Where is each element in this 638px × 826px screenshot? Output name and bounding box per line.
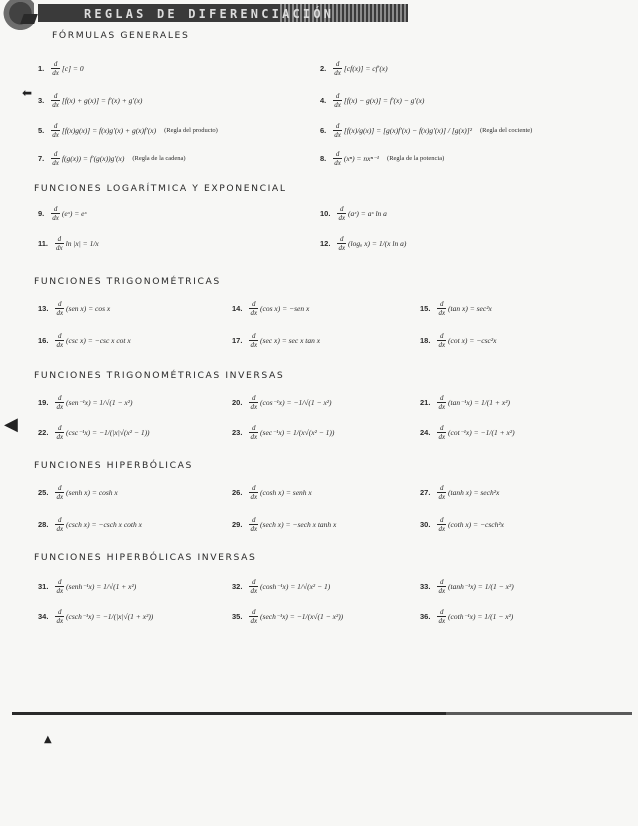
derivative-operator bbox=[249, 394, 258, 411]
derivative-numerator: d bbox=[251, 578, 256, 586]
formula-item bbox=[420, 424, 515, 441]
derivative-denominator: dx bbox=[52, 214, 59, 222]
formula-number: 23. bbox=[232, 428, 243, 437]
derivative-denominator: dx bbox=[56, 403, 64, 411]
derivative-numerator: d bbox=[251, 484, 256, 492]
formula-number: 4. bbox=[320, 96, 327, 105]
formula-item bbox=[232, 332, 320, 349]
formula-number: 6. bbox=[320, 126, 327, 135]
formula-number: 15. bbox=[420, 304, 431, 313]
derivative-numerator: d bbox=[57, 608, 62, 616]
formula-item bbox=[38, 205, 87, 222]
formula-expression: (sech x) = −sech x tanh x bbox=[260, 520, 337, 529]
formula-item bbox=[38, 150, 186, 167]
derivative-operator bbox=[55, 608, 64, 625]
derivative-operator bbox=[55, 300, 64, 317]
derivative-operator bbox=[437, 516, 446, 533]
derivative-numerator: d bbox=[335, 60, 340, 68]
margin-mark-bottom: ▲ bbox=[44, 734, 52, 745]
derivative-denominator: dx bbox=[338, 214, 346, 222]
formula-number: 27. bbox=[420, 488, 431, 497]
derivative-denominator: dx bbox=[250, 525, 258, 533]
derivative-operator bbox=[437, 300, 446, 317]
formula-number: 21. bbox=[420, 398, 431, 407]
derivative-numerator: d bbox=[339, 235, 344, 243]
derivative-operator bbox=[55, 424, 64, 441]
derivative-numerator: d bbox=[439, 300, 444, 308]
section-heading-trig: FUNCIONES TRIGONOMÉTRICAS bbox=[34, 276, 221, 287]
formula-number: 16. bbox=[38, 336, 49, 345]
derivative-denominator: dx bbox=[56, 244, 63, 252]
formula-number: 20. bbox=[232, 398, 243, 407]
formula-number: 36. bbox=[420, 612, 431, 621]
formula-expression: (xⁿ) = nxⁿ⁻¹ bbox=[343, 154, 380, 163]
formula-item bbox=[320, 60, 388, 77]
formula-number: 9. bbox=[38, 209, 45, 218]
derivative-denominator: dx bbox=[438, 617, 446, 625]
derivative-denominator: dx bbox=[250, 433, 258, 441]
derivative-operator bbox=[249, 578, 258, 595]
formula-expression: (tanh⁻¹x) = 1/(1 − x²) bbox=[448, 582, 514, 591]
derivative-numerator: d bbox=[439, 578, 444, 586]
formula-expression: (sec x) = sec x tan x bbox=[260, 336, 321, 345]
formula-expression: (coth⁻¹x) = 1/(1 − x²) bbox=[448, 612, 514, 621]
formula-item bbox=[420, 578, 514, 595]
formula-item bbox=[320, 205, 387, 222]
formula-expression: (eˣ) = eˣ bbox=[61, 209, 87, 218]
formula-expression: ln |x| = 1/x bbox=[65, 239, 99, 248]
formula-item bbox=[420, 516, 504, 533]
formula-item bbox=[232, 578, 330, 595]
derivative-numerator: d bbox=[57, 516, 62, 524]
formula-number: 7. bbox=[38, 154, 45, 163]
formula-expression: (csc⁻¹x) = −1/(|x|√(x² − 1)) bbox=[66, 428, 150, 437]
formula-item bbox=[38, 332, 131, 349]
formula-expression: (sen x) = cos x bbox=[66, 304, 111, 313]
derivative-numerator: d bbox=[439, 424, 444, 432]
formula-expression: (tan⁻¹x) = 1/(1 + x²) bbox=[448, 398, 510, 407]
derivative-denominator: dx bbox=[56, 525, 64, 533]
formula-number: 13. bbox=[38, 304, 49, 313]
formula-expression: f(g(x)) = f′(g(x))g′(x) bbox=[61, 154, 125, 163]
formula-expression: [f(x) + g(x)] = f′(x) + g′(x) bbox=[61, 96, 143, 105]
section-heading-general: FÓRMULAS GENERALES bbox=[52, 30, 190, 41]
derivative-denominator: dx bbox=[52, 101, 59, 109]
formula-expression: (csch⁻¹x) = −1/(|x|√(1 + x²)) bbox=[66, 612, 154, 621]
formula-item bbox=[420, 332, 496, 349]
formula-expression: [c] = 0 bbox=[61, 64, 84, 73]
derivative-numerator: d bbox=[251, 516, 256, 524]
formula-expression: (senh x) = cosh x bbox=[66, 488, 118, 497]
formula-number: 17. bbox=[232, 336, 243, 345]
derivative-denominator: dx bbox=[334, 101, 341, 109]
formula-item bbox=[320, 122, 532, 139]
formula-number: 24. bbox=[420, 428, 431, 437]
derivative-denominator: dx bbox=[250, 403, 258, 411]
formula-number: 2. bbox=[320, 64, 327, 73]
formula-item bbox=[38, 235, 99, 252]
formula-number: 31. bbox=[38, 582, 49, 591]
derivative-denominator: dx bbox=[338, 244, 346, 252]
formula-item bbox=[420, 608, 513, 625]
formula-item bbox=[38, 60, 84, 77]
section-heading-logexp: FUNCIONES LOGARÍTMICA Y EXPONENCIAL bbox=[34, 183, 287, 194]
formula-number: 19. bbox=[38, 398, 49, 407]
derivative-operator bbox=[51, 205, 60, 222]
formula-expression: (sec⁻¹x) = 1/(x√(x² − 1)) bbox=[260, 428, 335, 437]
derivative-operator bbox=[249, 424, 258, 441]
formula-item bbox=[232, 394, 332, 411]
derivative-denominator: dx bbox=[250, 617, 258, 625]
derivative-numerator: d bbox=[57, 235, 62, 243]
corner-ink-mark-2 bbox=[20, 14, 38, 24]
formula-item bbox=[38, 484, 118, 501]
formula-expression: (cos⁻¹x) = −1/√(1 − x²) bbox=[260, 398, 332, 407]
formula-expression: (cot x) = −csc²x bbox=[448, 336, 497, 345]
formula-number: 14. bbox=[232, 304, 243, 313]
derivative-numerator: d bbox=[57, 394, 62, 402]
formula-expression: (logₐ x) = 1/(x ln a) bbox=[348, 239, 407, 248]
formula-item bbox=[38, 300, 110, 317]
derivative-numerator: d bbox=[439, 332, 444, 340]
formula-expression: (cot⁻¹x) = −1/(1 + x²) bbox=[448, 428, 515, 437]
formula-item bbox=[232, 424, 334, 441]
derivative-operator bbox=[333, 92, 342, 109]
formula-item bbox=[38, 608, 153, 625]
derivative-operator bbox=[437, 332, 446, 349]
bottom-divider bbox=[12, 712, 632, 715]
formula-item bbox=[420, 484, 499, 501]
formula-number: 33. bbox=[420, 582, 431, 591]
derivative-numerator: d bbox=[53, 60, 58, 68]
derivative-denominator: dx bbox=[56, 617, 64, 625]
formula-item bbox=[232, 608, 343, 625]
formula-number: 8. bbox=[320, 154, 327, 163]
derivative-operator bbox=[333, 150, 342, 167]
formula-item bbox=[38, 578, 136, 595]
derivative-denominator: dx bbox=[438, 309, 446, 317]
derivative-denominator: dx bbox=[56, 433, 64, 441]
derivative-operator bbox=[337, 205, 346, 222]
derivative-operator bbox=[249, 516, 258, 533]
derivative-operator bbox=[437, 424, 446, 441]
formula-expression: (sech⁻¹x) = −1/(x√(1 − x²)) bbox=[260, 612, 344, 621]
derivative-operator bbox=[249, 332, 258, 349]
page-title: REGLAS DE DIFERENCIACIÓN bbox=[84, 7, 335, 21]
formula-expression: (csc x) = −csc x cot x bbox=[66, 336, 131, 345]
formula-number: 10. bbox=[320, 209, 331, 218]
derivative-denominator: dx bbox=[250, 341, 258, 349]
formula-number: 5. bbox=[38, 126, 45, 135]
derivative-numerator: d bbox=[57, 424, 62, 432]
formula-number: 25. bbox=[38, 488, 49, 497]
formula-expression: [f(x)g(x)] = f(x)g′(x) + g(x)f′(x) bbox=[61, 126, 157, 135]
derivative-operator bbox=[55, 516, 64, 533]
derivative-operator bbox=[437, 578, 446, 595]
formula-item bbox=[38, 92, 142, 109]
derivative-denominator: dx bbox=[438, 587, 446, 595]
formula-number: 22. bbox=[38, 428, 49, 437]
derivative-operator bbox=[249, 608, 258, 625]
title-banner bbox=[38, 4, 408, 22]
formula-number: 11. bbox=[38, 239, 49, 248]
formula-expression: (senh⁻¹x) = 1/√(1 + x²) bbox=[66, 582, 137, 591]
derivative-numerator: d bbox=[53, 122, 58, 130]
derivative-numerator: d bbox=[339, 205, 344, 213]
formula-number: 29. bbox=[232, 520, 243, 529]
formula-note: (Regla del producto) bbox=[164, 127, 218, 134]
formula-item bbox=[38, 516, 142, 533]
formula-note: (Regla de la cadena) bbox=[132, 155, 186, 162]
derivative-numerator: d bbox=[251, 424, 256, 432]
derivative-operator bbox=[337, 235, 346, 252]
derivative-denominator: dx bbox=[438, 525, 446, 533]
section-heading-invtrig: FUNCIONES TRIGONOMÉTRICAS INVERSAS bbox=[34, 370, 285, 381]
formula-item bbox=[38, 424, 150, 441]
formula-expression: (csch x) = −csch x coth x bbox=[66, 520, 142, 529]
section-heading-invhyp: FUNCIONES HIPERBÓLICAS INVERSAS bbox=[34, 552, 257, 563]
derivative-operator bbox=[333, 122, 342, 139]
formula-expression: (cos x) = −sen x bbox=[260, 304, 310, 313]
derivative-denominator: dx bbox=[334, 131, 341, 139]
formula-number: 28. bbox=[38, 520, 49, 529]
derivative-numerator: d bbox=[53, 205, 58, 213]
formula-expression: (sen⁻¹x) = 1/√(1 − x²) bbox=[66, 398, 133, 407]
derivative-denominator: dx bbox=[250, 493, 258, 501]
formula-number: 12. bbox=[320, 239, 331, 248]
derivative-numerator: d bbox=[439, 484, 444, 492]
formula-expression: [f(x) − g(x)] = f′(x) − g′(x) bbox=[343, 96, 425, 105]
derivative-operator bbox=[55, 332, 64, 349]
derivative-operator bbox=[437, 608, 446, 625]
derivative-denominator: dx bbox=[52, 69, 59, 77]
derivative-numerator: d bbox=[335, 92, 340, 100]
derivative-numerator: d bbox=[57, 332, 62, 340]
formula-number: 26. bbox=[232, 488, 243, 497]
formula-expression: (tanh x) = sech²x bbox=[448, 488, 500, 497]
derivative-denominator: dx bbox=[334, 69, 341, 77]
derivative-numerator: d bbox=[439, 394, 444, 402]
formula-item bbox=[320, 235, 406, 252]
formula-expression: [cf(x)] = cf′(x) bbox=[343, 64, 388, 73]
derivative-operator bbox=[249, 300, 258, 317]
derivative-operator bbox=[333, 60, 342, 77]
derivative-numerator: d bbox=[53, 150, 58, 158]
derivative-denominator: dx bbox=[438, 341, 446, 349]
derivative-operator bbox=[51, 92, 60, 109]
derivative-operator bbox=[55, 484, 64, 501]
derivative-operator bbox=[51, 150, 60, 167]
derivative-denominator: dx bbox=[250, 309, 258, 317]
derivative-operator bbox=[55, 394, 64, 411]
derivative-numerator: d bbox=[57, 484, 62, 492]
formula-number: 18. bbox=[420, 336, 431, 345]
derivative-numerator: d bbox=[251, 332, 256, 340]
derivative-denominator: dx bbox=[52, 159, 59, 167]
formula-item bbox=[420, 394, 510, 411]
formula-expression: [f(x)/g(x)] = [g(x)f′(x) − f(x)g′(x)] / [g(x)]² bbox=[343, 126, 472, 135]
formula-expression: (tan x) = sec²x bbox=[448, 304, 492, 313]
formula-number: 35. bbox=[232, 612, 243, 621]
derivative-denominator: dx bbox=[438, 403, 446, 411]
derivative-operator bbox=[437, 394, 446, 411]
derivative-operator bbox=[249, 484, 258, 501]
formula-number: 32. bbox=[232, 582, 243, 591]
formula-item bbox=[38, 122, 218, 139]
formula-number: 3. bbox=[38, 96, 45, 105]
derivative-numerator: d bbox=[251, 394, 256, 402]
formula-expression: (cosh⁻¹x) = 1/√(x² − 1) bbox=[260, 582, 331, 591]
formula-number: 34. bbox=[38, 612, 49, 621]
formula-item bbox=[232, 300, 309, 317]
formula-item bbox=[320, 92, 424, 109]
formula-note: (Regla del cociente) bbox=[479, 127, 533, 134]
formula-expression: (aˣ) = aˣ ln a bbox=[348, 209, 387, 218]
derivative-operator bbox=[55, 235, 64, 252]
margin-arrow-mark-2: ◀ bbox=[4, 414, 18, 435]
margin-arrow-mark: ⬅ bbox=[22, 86, 33, 100]
derivative-denominator: dx bbox=[56, 341, 64, 349]
derivative-denominator: dx bbox=[56, 587, 64, 595]
section-heading-hyp: FUNCIONES HIPERBÓLICAS bbox=[34, 460, 193, 471]
derivative-numerator: d bbox=[251, 300, 256, 308]
derivative-numerator: d bbox=[57, 578, 62, 586]
formula-number: 30. bbox=[420, 520, 431, 529]
formula-item bbox=[232, 484, 312, 501]
formula-expression: (cosh x) = senh x bbox=[260, 488, 312, 497]
derivative-operator bbox=[51, 60, 60, 77]
derivative-numerator: d bbox=[439, 608, 444, 616]
formula-note: (Regla de la potencia) bbox=[387, 155, 445, 162]
derivative-numerator: d bbox=[439, 516, 444, 524]
derivative-denominator: dx bbox=[250, 587, 258, 595]
derivative-operator bbox=[437, 484, 446, 501]
derivative-numerator: d bbox=[251, 608, 256, 616]
derivative-numerator: d bbox=[53, 92, 58, 100]
formula-item bbox=[420, 300, 492, 317]
derivative-operator bbox=[55, 578, 64, 595]
derivative-denominator: dx bbox=[52, 131, 59, 139]
derivative-denominator: dx bbox=[56, 493, 64, 501]
derivative-denominator: dx bbox=[438, 493, 446, 501]
derivative-numerator: d bbox=[335, 150, 340, 158]
formula-item bbox=[320, 150, 444, 167]
derivative-denominator: dx bbox=[334, 159, 341, 167]
formula-item bbox=[38, 394, 132, 411]
derivative-numerator: d bbox=[57, 300, 62, 308]
derivative-numerator: d bbox=[335, 122, 340, 130]
derivative-operator bbox=[51, 122, 60, 139]
derivative-denominator: dx bbox=[438, 433, 446, 441]
formula-expression: (coth x) = −csch²x bbox=[448, 520, 504, 529]
formula-item bbox=[232, 516, 336, 533]
derivative-denominator: dx bbox=[56, 309, 64, 317]
formula-number: 1. bbox=[38, 64, 45, 73]
